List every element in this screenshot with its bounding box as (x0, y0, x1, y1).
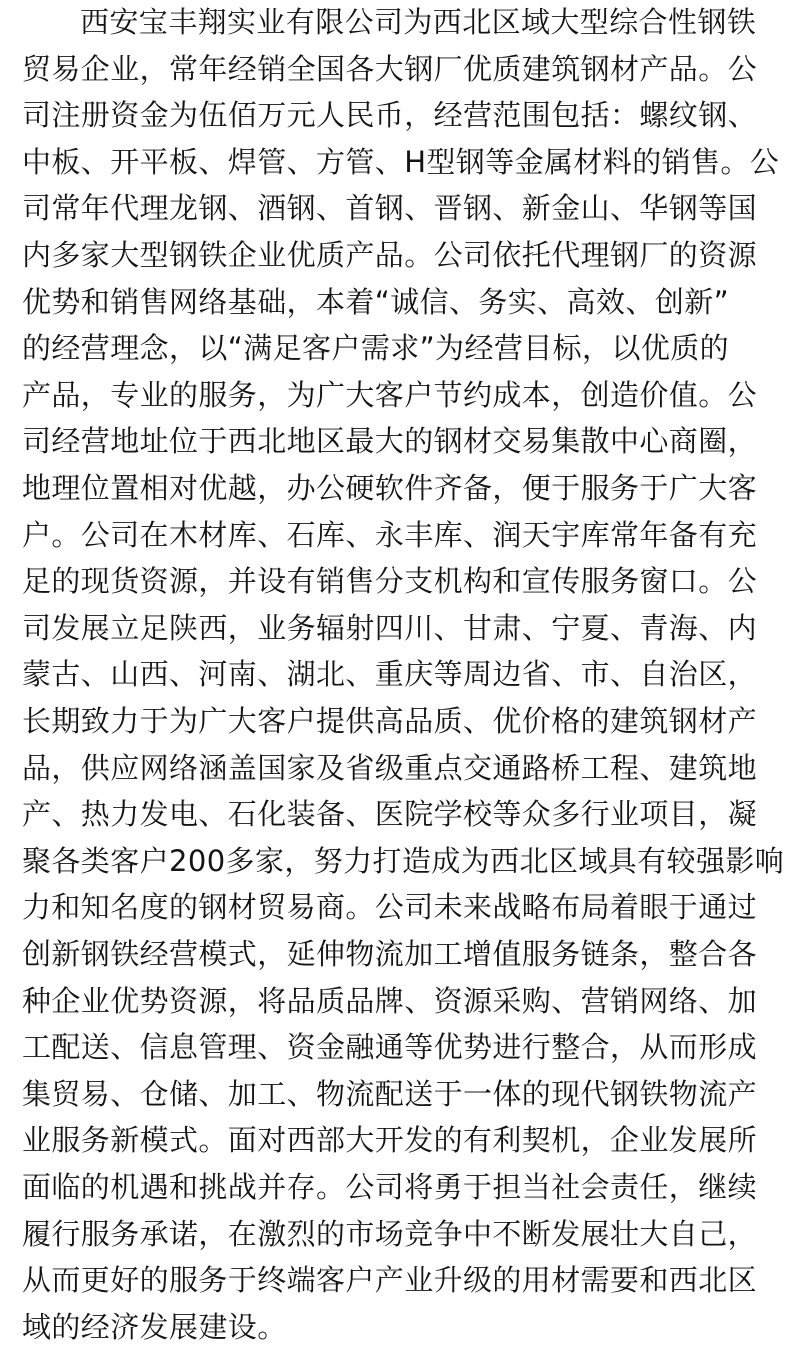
paragraph-line: 长期致力于为广大客户提供高品质、优价格的建筑钢材产 (22, 704, 758, 738)
paragraph-line: 中板、开平板、焊管、方管、H型钢等金属材料的销售。公 (22, 144, 780, 179)
paragraph-line: 的经营理念，以“满足客户需求”为经营目标，以优质的 (22, 331, 730, 366)
paragraph-line: 优势和销售网络基础，本着“诚信、务实、高效、创新” (22, 284, 730, 319)
paragraph-line: 蒙古、山西、河南、湖北、重庆等周边省、市、自治区， (22, 657, 758, 692)
paragraph-line: 司发展立足陕西，业务辐射四川、甘肃、宁夏、青海、内 (22, 610, 758, 645)
paragraph-line: 产品，专业的服务，为广大客户节约成本，创造价值。公 (22, 377, 758, 412)
paragraph-line: 足的现货资源，并设有销售分支机构和宣传服务窗口。公 (22, 564, 758, 599)
paragraph-line: 履行服务承诺，在激烈的市场竞争中不断发展壮大自己， (22, 1216, 758, 1251)
paragraph-line: 贸易企业，常年经销全国各大钢厂优质建筑钢材产品。公 (22, 51, 758, 86)
paragraph-line: 集贸易、仓储、加工、物流配送于一体的现代钢铁物流产 (22, 1076, 758, 1111)
paragraph-line: 内多家大型钢铁企业优质产品。公司依托代理钢厂的资源 (22, 238, 758, 272)
paragraph-line: 地理位置相对优越，办公硬软件齐备，便于服务于广大客 (22, 471, 758, 505)
paragraph-line: 司常年代理龙钢、酒钢、首钢、晋钢、新金山、华钢等国 (22, 191, 758, 226)
paragraph-line: 种企业优势资源，将品质品牌、资源采购、营销网络、加 (22, 983, 758, 1018)
paragraph-line: 业服务新模式。面对西部大开发的有利契机，企业发展所 (22, 1123, 758, 1158)
paragraph-line: 户。公司在木材库、石库、永丰库、润天宇库常年备有充 (22, 517, 758, 552)
paragraph-line: 域的经济发展建设。 (22, 1309, 287, 1344)
paragraph-line: 工配送、信息管理、资金融通等优势进行整合，从而形成 (22, 1030, 758, 1065)
paragraph-line: 品，供应网络涵盖国家及省级重点交通路桥工程、建筑地 (22, 750, 758, 785)
paragraph-line: 司注册资金为伍佰万元人民币，经营范围包括：螺纹钢、 (22, 98, 758, 133)
paragraph-line: 力和知名度的钢材贸易商。公司未来战略布局着眼于通过 (22, 890, 758, 925)
paragraph-line: 聚各类客户200多家，努力打造成为西北区域具有较强影响 (22, 843, 785, 878)
paragraph-line: 产、热力发电、石化装备、医院学校等众多行业项目，凝 (22, 797, 758, 832)
paragraph-line: 创新钢铁经营模式，延伸物流加工增值服务链条，整合各 (22, 937, 758, 971)
paragraph-line: 从而更好的服务于终端客户产业升级的用材需要和西北区 (22, 1263, 758, 1298)
paragraph-line: 司经营地址位于西北地区最大的钢材交易集散中心商圈， (22, 424, 758, 459)
paragraph-line: 西安宝丰翔实业有限公司为西北区域大型综合性钢铁 (80, 5, 757, 39)
paragraph-line: 面临的机遇和挑战并存。公司将勇于担当社会责任，继续 (22, 1170, 758, 1204)
